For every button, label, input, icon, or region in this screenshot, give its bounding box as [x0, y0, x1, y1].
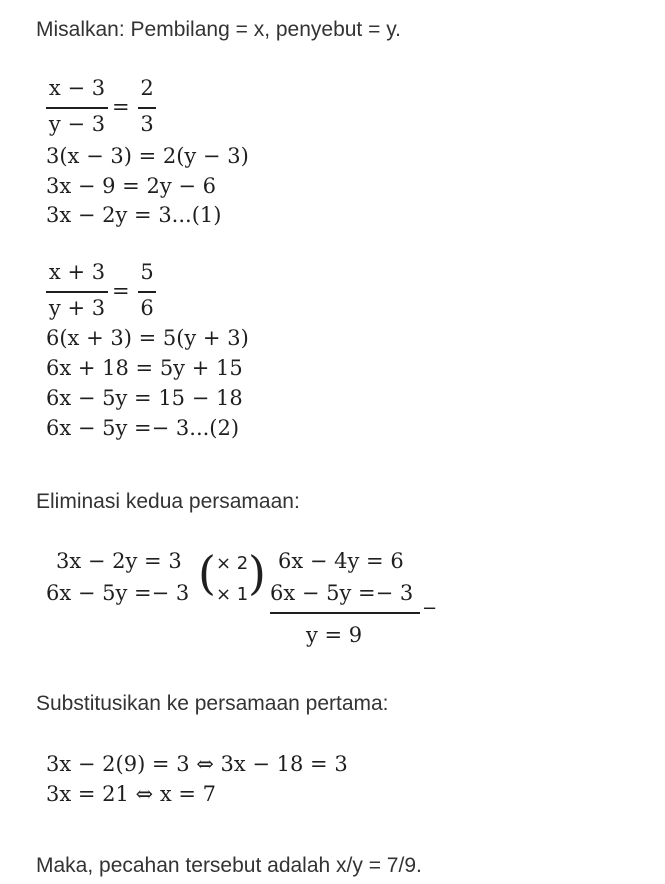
elimination-heading: Eliminasi kedua persamaan: [36, 490, 300, 513]
fraction-2-denominator: y + 3 [48, 296, 106, 320]
equation-2-line-3: 6x − 5y = 15 − 18 [46, 386, 243, 410]
conclusion-text: Maka, pecahan tersebut adalah x/y = 7/9. [36, 854, 422, 877]
fraction-1-right-bar [138, 107, 156, 109]
substitution-heading: Substitusikan ke persamaan pertama: [36, 692, 389, 715]
equation-1-line-1: 3(x − 3) = 2(y − 3) [46, 144, 249, 168]
elimination-result: y = 9 [306, 623, 363, 647]
fraction-2-right-numerator: 5 [140, 260, 154, 284]
fraction-2-right-bar [138, 291, 156, 293]
equation-1-line-2: 3x − 9 = 2y − 6 [46, 174, 216, 198]
equation-2-line-2: 6x + 18 = 5y + 15 [46, 356, 243, 380]
fraction-2-numerator: x + 3 [48, 260, 106, 284]
multiplier-2: × 1 [216, 584, 249, 605]
fraction-2-bar [46, 291, 108, 293]
equation-2-line-1: 6(x + 3) = 5(y + 3) [46, 326, 249, 350]
left-paren: ( [198, 546, 216, 600]
substitution-line-2: 3x = 21 ⇔ x = 7 [46, 782, 216, 806]
fraction-2-equals: = [112, 279, 130, 303]
fraction-1-denominator: y − 3 [48, 112, 106, 136]
substitution-line-1: 3x − 2(9) = 3 ⇔ 3x − 18 = 3 [46, 752, 348, 776]
equation-2-line-4: 6x − 5y =− 3...(2) [46, 416, 240, 440]
elim-right-equation-1: 6x − 4y = 6 [278, 549, 404, 573]
fraction-1-right-numerator: 2 [140, 76, 154, 100]
fraction-1-equals: = [112, 95, 130, 119]
elim-right-equation-2: 6x − 5y =− 3 [270, 581, 414, 605]
subtraction-line [270, 612, 420, 614]
equation-1-line-3: 3x − 2y = 3...(1) [46, 203, 222, 227]
multiplier-1: × 2 [216, 553, 249, 574]
fraction-2-right-denominator: 6 [140, 296, 154, 320]
right-paren: ) [248, 546, 266, 600]
fraction-1-bar [46, 107, 108, 109]
intro-text: Misalkan: Pembilang = x, penyebut = y. [36, 18, 401, 41]
fraction-1-numerator: x − 3 [48, 76, 106, 100]
elim-left-equation-1: 3x − 2y = 3 [56, 549, 182, 573]
fraction-1-right-denominator: 3 [140, 112, 154, 136]
subtraction-sign: − [422, 598, 438, 619]
elim-left-equation-2: 6x − 5y =− 3 [46, 581, 190, 605]
